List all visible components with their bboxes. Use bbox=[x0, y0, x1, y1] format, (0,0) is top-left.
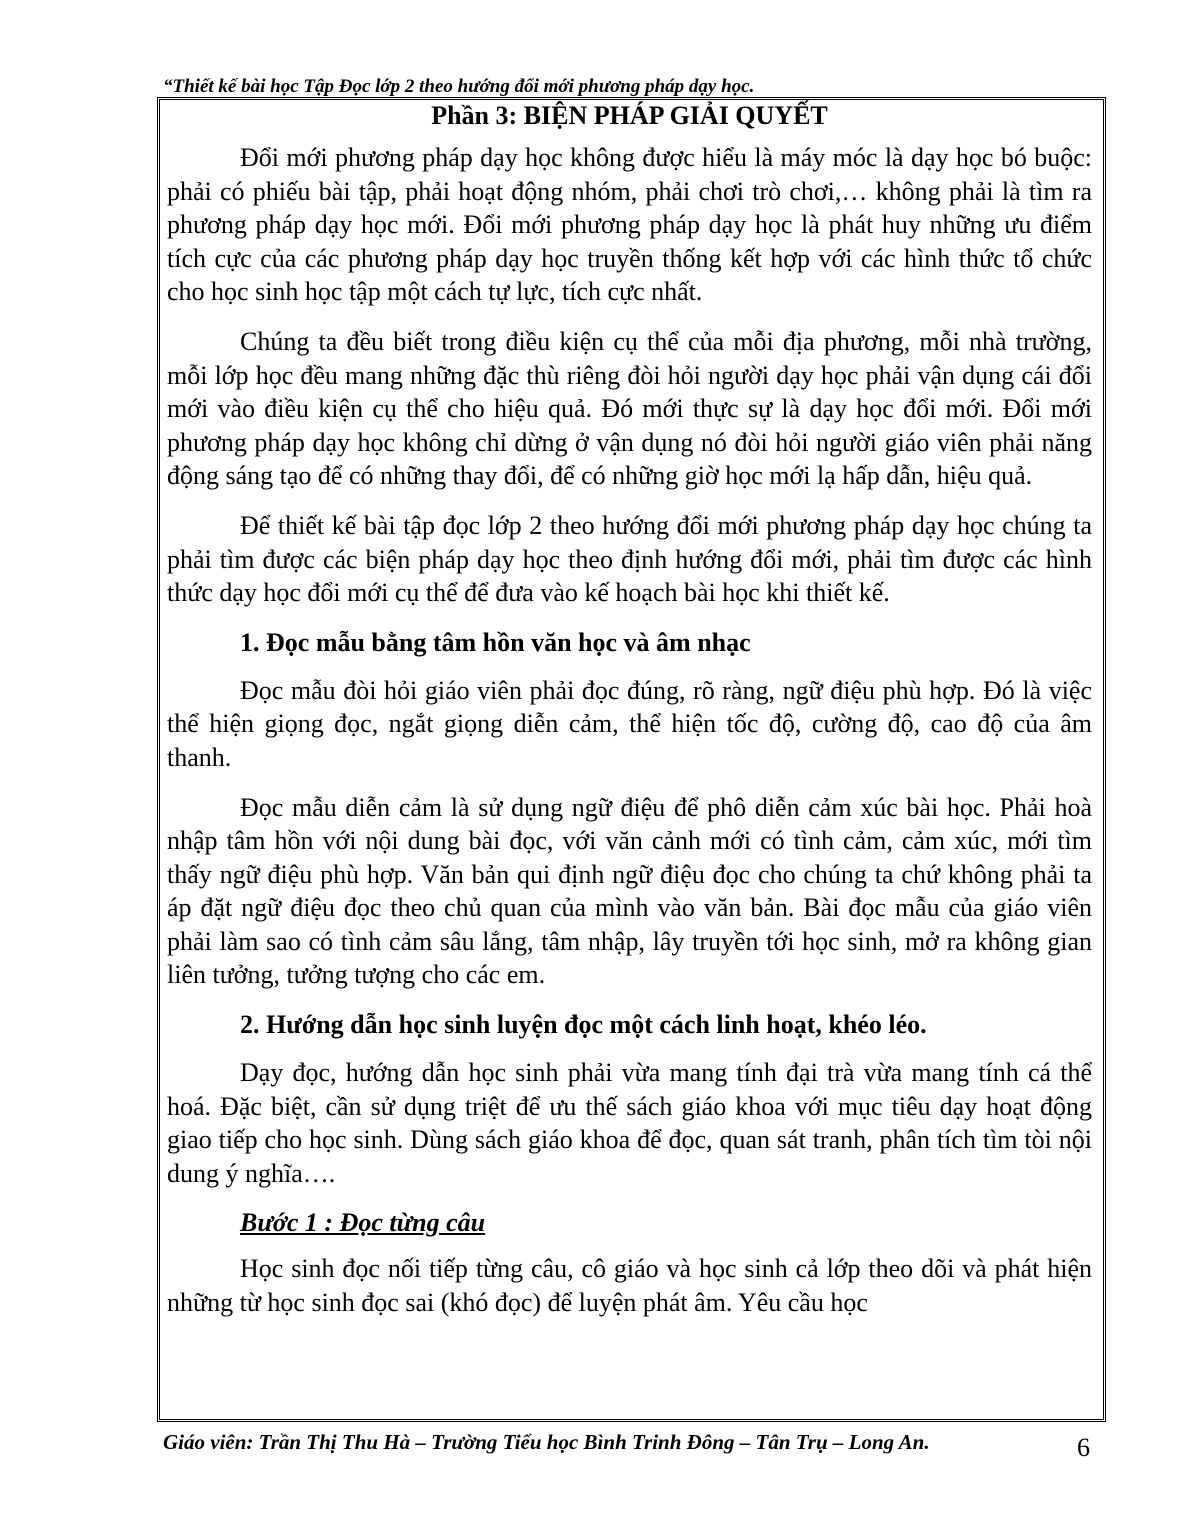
section-2-paragraph-1: Dạy đọc, hướng dẫn học sinh phải vừa mang tính đại trà vừa mang tính cá thể hoá. Đặc biệt, cần sử dụng triệt để ưu thế sách giáo khoa với mục tiêu dạy hoạt động giao tiếp cho học sinh. Dùng sách giáo khoa để đọc, quan sát tranh, phân tích tìm tòi nội dung ý nghĩa…. bbox=[167, 1058, 1092, 1188]
heading-1: 1. Đọc mẫu bằng tâm hồn văn học và âm nhạc bbox=[240, 627, 751, 657]
section-1-paragraph-1: Đọc mẫu đòi hỏi giáo viên phải đọc đúng, rõ ràng, ngữ điệu phù hợp. Đó là việc thể hiện giọng đọc, ngắt giọng diễn cảm, thể hiện tốc độ, cường độ, cao độ của âm thanh. bbox=[167, 675, 1092, 772]
heading-2: 2. Hướng dẫn học sinh luyện đọc một cách linh hoạt, khéo léo. bbox=[240, 1010, 927, 1040]
step-1-paragraph: Học sinh đọc nối tiếp từng câu, cô giáo và học sinh cả lớp theo dõi và phát hiện những từ học sinh đọc sai (khó đọc) để luyện phát âm. Yêu cầu học bbox=[167, 1254, 1092, 1318]
step-1-heading: Bước 1 : Đọc từng câu bbox=[240, 1208, 486, 1238]
page-content bbox=[167, 100, 1092, 1336]
intro-paragraph-1: Đổi mới phương pháp dạy học không được hiểu là máy móc là dạy học bó buộc: phải có phiếu bài tập, phải hoạt động nhóm, phải chơi trò chơi,… không phải là tìm ra phương pháp dạy học mới. Đổi mới phương pháp dạy học là phát huy những ưu điểm tích cực của các phương pháp dạy học truyền thống kết hợp với các hình thức tổ chức cho học sinh học tập một cách tự lực, tích cực nhất. bbox=[167, 143, 1092, 307]
section-title: Phần 3: BIỆN PHÁP GIẢI QUYẾT bbox=[431, 101, 828, 130]
intro-paragraph-3: Để thiết kế bài tập đọc lớp 2 theo hướng đổi mới phương pháp dạy học chúng ta phải tìm được các biện pháp dạy học theo định hướng đổi mới, phải tìm được các hình thức dạy học đổi mới cụ thể để đưa vào kế hoạch bài học khi thiết kế. bbox=[167, 510, 1092, 608]
running-header: “Thiết kế bài học Tập Đọc lớp 2 theo hướng đổi mới phương pháp dạy học. bbox=[163, 76, 755, 97]
section-1-paragraph-2: Đọc mẫu diễn cảm là sử dụng ngữ điệu để phô diễn cảm xúc bài học. Phải hoà nhập tâm hồn với nội dung bài đọc, với văn cảnh mới có tình cảm, cảm xúc, mới tìm thấy ngữ điệu phù hợp. Văn bản qui định ngữ điệu đọc cho chúng ta chứ không phải ta áp đặt ngữ điệu đọc theo chủ quan của mình vào văn bản. Bài đọc mẫu của giáo viên phải làm sao có tình cảm sâu lắng, tâm nhập, lây truyền tới học sinh, mở ra không gian liên tưởng, tưởng tượng cho các em. bbox=[167, 792, 1092, 990]
running-footer: Giáo viên: Trần Thị Thu Hà – Trường Tiểu học Bình Trinh Đông – Tân Trụ – Long An. bbox=[163, 1430, 930, 1454]
page-number: 6 bbox=[1077, 1433, 1090, 1462]
intro-paragraph-2: Chúng ta đều biết trong điều kiện cụ thể của mỗi địa phương, mỗi nhà trường, mỗi lớp học đều mang những đặc thù riêng đòi hỏi người dạy học phải vận dụng cái đổi mới vào điều kiện cụ thể cho hiệu quả. Đó mới thực sự là dạy học đổi mới. Đổi mới phương pháp dạy học không chỉ dừng ở vận dụng nó đòi hỏi người giáo viên phải năng động sáng tạo để có những thay đổi, để có những giờ học mới lạ hấp dẫn, hiệu quả. bbox=[167, 326, 1092, 491]
